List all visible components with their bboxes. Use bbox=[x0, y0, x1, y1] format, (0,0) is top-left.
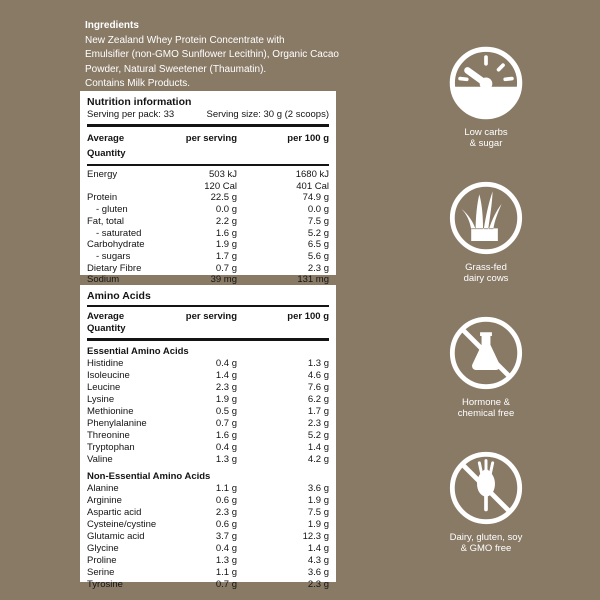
row-per-serving-value: 0.7 g bbox=[215, 262, 237, 274]
feature-badge bbox=[421, 316, 551, 419]
row-per-serving-value: 1.1 g bbox=[215, 566, 237, 578]
table-row bbox=[87, 251, 329, 263]
row-label: Lysine bbox=[87, 393, 115, 405]
row-per-serving-value: 0.5 g bbox=[215, 405, 237, 417]
row-per-100g-value: 401 Cal bbox=[296, 180, 329, 192]
nutrition-panel bbox=[80, 91, 336, 286]
table-row bbox=[87, 204, 329, 216]
amino-acids-title: Amino Acids bbox=[87, 290, 151, 302]
table-row bbox=[87, 418, 329, 430]
ingredients-line: Emulsifier (non-GMO Sunflower Lecithin), Organic Cacao bbox=[85, 49, 339, 60]
ingredients-title: Ingredients bbox=[85, 20, 139, 31]
row-per-serving-value: 0.7 g bbox=[215, 578, 237, 590]
row-per-serving-value: 1.6 g bbox=[215, 429, 237, 441]
column-header-average-quantity: Average Quantity bbox=[87, 132, 126, 159]
row-per-100g-value: 1.4 g bbox=[307, 542, 329, 554]
row-per-100g-value: 1.3 g bbox=[307, 357, 329, 369]
row-per-serving-value: 1.6 g bbox=[215, 227, 237, 239]
row-label: Proline bbox=[87, 554, 117, 566]
table-row bbox=[87, 382, 329, 394]
column-header-average-quantity: Average Quantity bbox=[87, 311, 126, 334]
nutrition-title: Nutrition information bbox=[87, 96, 192, 108]
table-row bbox=[87, 406, 329, 418]
row-per-serving-value: 1.3 g bbox=[215, 554, 237, 566]
row-label: Energy bbox=[87, 169, 118, 180]
table-row bbox=[87, 263, 329, 275]
table-row bbox=[87, 567, 329, 579]
row-label: Fat, total bbox=[87, 215, 124, 227]
row-label: Alanine bbox=[87, 482, 119, 494]
amino-section-heading: Non-Essential Amino Acids bbox=[87, 470, 211, 482]
row-per-100g-value: 4.2 g bbox=[307, 453, 329, 465]
row-label: Tyrosine bbox=[87, 578, 123, 590]
row-per-serving-value: 3.7 g bbox=[215, 530, 237, 542]
row-per-100g-value: 4.3 g bbox=[307, 554, 329, 566]
feature-badge bbox=[421, 181, 551, 284]
row-label: Cysteine/cystine bbox=[87, 518, 157, 530]
row-label: - sugars bbox=[96, 250, 131, 262]
row-per-serving-value: 120 Cal bbox=[204, 180, 237, 192]
column-header-per-100g: per 100 g bbox=[287, 132, 329, 144]
row-per-100g-value: 6.2 g bbox=[307, 393, 329, 405]
table-row bbox=[87, 507, 329, 519]
serving-per-pack: Serving per pack: 33 bbox=[87, 109, 175, 120]
table-row bbox=[87, 519, 329, 531]
table-row bbox=[87, 495, 329, 507]
row-label: Dietary Fibre bbox=[87, 262, 142, 274]
feature-badges bbox=[433, 46, 539, 586]
row-label: Glycine bbox=[87, 542, 119, 554]
row-per-100g-value: 6.5 g bbox=[307, 239, 329, 251]
row-per-100g-value: 2.3 g bbox=[307, 262, 329, 274]
row-per-serving-value: 1.1 g bbox=[215, 482, 237, 494]
row-per-100g-value: 4.6 g bbox=[307, 369, 329, 381]
row-per-100g-value: 5.2 g bbox=[307, 227, 329, 239]
amino-acids-panel bbox=[80, 285, 336, 590]
badge-label-line: Grass-fed bbox=[465, 262, 507, 273]
row-label: Serine bbox=[87, 566, 115, 578]
row-per-serving-value: 0.4 g bbox=[215, 441, 237, 453]
badge-label-line: Hormone & bbox=[461, 397, 511, 408]
row-per-100g-value: 2.3 g bbox=[307, 578, 329, 590]
ingredients-block bbox=[85, 19, 390, 92]
row-label bbox=[87, 181, 165, 193]
column-header-per-serving: per serving bbox=[185, 311, 237, 322]
serving-row bbox=[87, 109, 329, 121]
row-per-100g-value: 2.3 g bbox=[307, 417, 329, 429]
feature-badge bbox=[421, 46, 551, 149]
row-per-serving-value: 1.7 g bbox=[215, 250, 237, 262]
table-row bbox=[87, 216, 329, 228]
row-per-100g-value: 1.7 g bbox=[307, 405, 329, 417]
row-per-serving-value: 2.3 g bbox=[215, 381, 237, 393]
row-label: Threonine bbox=[87, 429, 130, 441]
table-row bbox=[87, 169, 329, 181]
row-per-serving-value: 22.5 g bbox=[210, 192, 237, 204]
row-per-serving-value: 1.9 g bbox=[215, 239, 237, 251]
table-row bbox=[87, 370, 329, 382]
row-per-100g-value: 5.2 g bbox=[307, 429, 329, 441]
row-per-100g-value: 1680 kJ bbox=[295, 169, 329, 180]
row-label: Valine bbox=[87, 453, 113, 465]
amino-section-heading: Essential Amino Acids bbox=[87, 345, 189, 357]
row-per-serving-value: 0.6 g bbox=[215, 518, 237, 530]
row-per-serving-value: 1.4 g bbox=[215, 369, 237, 381]
row-label: - saturated bbox=[96, 227, 142, 239]
row-label: Leucine bbox=[87, 381, 121, 393]
table-row bbox=[87, 543, 329, 555]
row-label: Tryptophan bbox=[87, 441, 135, 453]
badge-label-line: chemical free bbox=[457, 408, 515, 419]
table-row bbox=[87, 430, 329, 442]
row-label: Aspartic acid bbox=[87, 506, 142, 518]
divider bbox=[87, 338, 329, 341]
row-label: Phenylalanine bbox=[87, 417, 147, 429]
no-flask-icon bbox=[449, 316, 523, 390]
badge-label-line: Dairy, gluten, soy bbox=[449, 532, 523, 543]
row-per-100g-value: 1.9 g bbox=[307, 518, 329, 530]
table-row bbox=[87, 555, 329, 567]
divider bbox=[87, 164, 329, 167]
badge-label-line: Low carbs bbox=[464, 127, 508, 138]
row-per-100g-value: 131 mg bbox=[297, 274, 329, 286]
row-per-100g-value: 74.9 g bbox=[302, 192, 329, 204]
table-row bbox=[87, 228, 329, 240]
badge-label-line: & sugar bbox=[469, 138, 503, 149]
divider bbox=[87, 124, 329, 127]
row-per-100g-value: 7.5 g bbox=[307, 506, 329, 518]
row-per-serving-value: 39 mg bbox=[210, 274, 237, 286]
table-row bbox=[87, 239, 329, 251]
badge-label-line: dairy cows bbox=[463, 273, 509, 284]
row-per-serving-value: 1.3 g bbox=[215, 453, 237, 465]
row-per-100g-value: 3.6 g bbox=[307, 482, 329, 494]
amino-column-headers bbox=[87, 310, 329, 336]
row-per-serving-value: 0.7 g bbox=[215, 417, 237, 429]
ingredients-line: New Zealand Whey Protein Concentrate with bbox=[85, 34, 285, 46]
grass-icon bbox=[449, 181, 523, 255]
table-row bbox=[87, 442, 329, 454]
nutrition-column-headers bbox=[87, 130, 329, 162]
table-row bbox=[87, 579, 329, 591]
badge-label-line: & GMO free bbox=[460, 543, 512, 554]
row-per-100g-value: 1.9 g bbox=[307, 494, 329, 506]
table-row bbox=[87, 181, 329, 193]
table-row bbox=[87, 192, 329, 204]
row-label: Sodium bbox=[87, 274, 120, 286]
badge-label bbox=[421, 532, 551, 554]
row-label: Glutamic acid bbox=[87, 530, 145, 542]
divider bbox=[87, 305, 329, 307]
row-per-100g-value: 0.0 g bbox=[307, 204, 329, 216]
row-per-serving-value: 2.3 g bbox=[215, 506, 237, 518]
row-label: Isoleucine bbox=[87, 369, 130, 381]
table-row bbox=[87, 531, 329, 543]
column-header-per-serving: per serving bbox=[185, 132, 237, 144]
row-per-serving-value: 0.0 g bbox=[215, 204, 237, 216]
badge-label bbox=[421, 397, 551, 419]
table-row bbox=[87, 394, 329, 406]
table-row bbox=[87, 483, 329, 495]
ingredients-line: Powder, Natural Sweetener (Thaumatin). bbox=[85, 63, 267, 75]
serving-size: Serving size: 30 g (2 scoops) bbox=[206, 109, 329, 120]
row-label: Carbohydrate bbox=[87, 239, 145, 251]
row-label: Histidine bbox=[87, 357, 124, 369]
amino-sections bbox=[87, 345, 329, 591]
row-label: - gluten bbox=[96, 204, 128, 216]
ingredients-line: Contains Milk Products. bbox=[85, 78, 191, 89]
row-label: Methionine bbox=[87, 405, 134, 417]
row-per-serving-value: 0.4 g bbox=[215, 357, 237, 369]
row-label: Protein bbox=[87, 192, 118, 204]
gauge-icon bbox=[449, 46, 523, 120]
row-per-serving-value: 2.2 g bbox=[215, 215, 237, 227]
row-per-serving-value: 1.9 g bbox=[215, 393, 237, 405]
column-header-per-100g: per 100 g bbox=[287, 311, 329, 322]
row-per-100g-value: 7.6 g bbox=[307, 381, 329, 393]
no-wheat-icon bbox=[449, 451, 523, 525]
row-per-100g-value: 3.6 g bbox=[307, 566, 329, 578]
row-per-serving-value: 0.6 g bbox=[215, 494, 237, 506]
row-per-100g-value: 5.6 g bbox=[307, 250, 329, 262]
row-per-100g-value: 1.4 g bbox=[307, 441, 329, 453]
row-label: Arginine bbox=[87, 494, 122, 506]
row-per-100g-value: 7.5 g bbox=[307, 215, 329, 227]
row-per-100g-value: 12.3 g bbox=[302, 530, 329, 542]
row-per-serving-value: 0.4 g bbox=[215, 542, 237, 554]
badge-label bbox=[421, 262, 551, 284]
table-row bbox=[87, 454, 329, 466]
table-row bbox=[87, 358, 329, 370]
ingredients-text bbox=[85, 34, 390, 92]
feature-badge bbox=[421, 451, 551, 554]
nutrition-rows bbox=[87, 169, 329, 286]
row-per-serving-value: 503 kJ bbox=[209, 169, 237, 180]
badge-label bbox=[421, 127, 551, 149]
